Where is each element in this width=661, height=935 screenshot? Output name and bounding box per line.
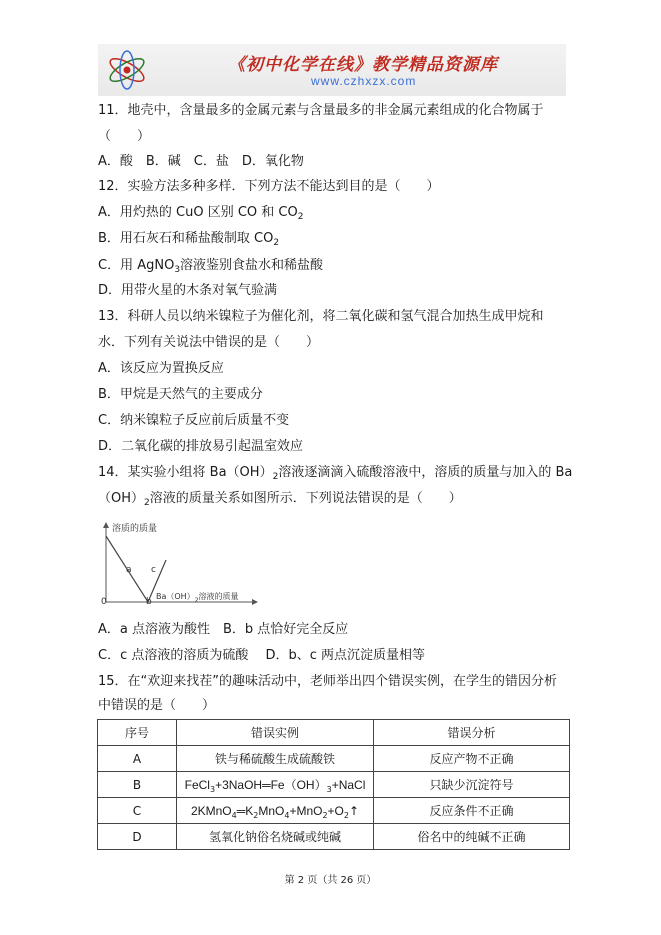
- q13-option-c: C．纳米镍粒子反应前后质量不变: [98, 413, 290, 428]
- header-banner: [98, 44, 566, 96]
- table-header-row: [98, 720, 570, 746]
- page-footer: 第 2 页（共 26 页）: [284, 875, 377, 886]
- q15-stem-line1: 15．在“欢迎来找茬”的趣味活动中，老师举出四个错误实例，在学生的错因分析: [98, 674, 558, 689]
- atom-logo-icon: [104, 48, 150, 92]
- graph-point-b: b: [146, 597, 152, 607]
- q14-graph: [96, 520, 276, 610]
- q14-options-line2: C．c 点溶液的溶质为硫酸 D．b、c 两点沉淀质量相等: [98, 648, 426, 663]
- q11-options: A．酸 B．碱 C．盐 D．氧化物: [98, 154, 304, 169]
- graph-point-a: a: [126, 565, 132, 575]
- q12-option-d: D．用带火星的木条对氧气验满: [98, 283, 278, 298]
- graph-x-arrow-icon: [252, 599, 258, 605]
- table-cell-id: B: [98, 772, 177, 798]
- table-row: [98, 746, 570, 772]
- table-cell-analysis: 俗名中的纯碱不正确: [374, 824, 570, 850]
- table-cell-analysis: 反应产物不正确: [374, 746, 570, 772]
- q13-stem-line2: 水．下列有关说法中错误的是（ ）: [98, 335, 320, 350]
- q12-option-a: A．用灼热的 CuO 区别 CO 和 $CO_2$: [98, 205, 304, 222]
- q14-options-line1: A．a 点溶液为酸性 B．b 点恰好完全反应: [98, 622, 349, 637]
- q12-stem: 12．实验方法多种多样．下列方法不能达到目的是（ ）: [98, 179, 440, 194]
- table-cell-id: D: [98, 824, 177, 850]
- graph-y-arrow-icon: [103, 522, 109, 528]
- table-cell-analysis: 只缺少沉淀符号: [374, 772, 570, 798]
- q13-stem-line1: 13．科研人员以纳米镍粒子为催化剂，将二氧化碳和氢气混合加热生成甲烷和: [98, 309, 544, 324]
- q14-stem-line2: $(OH)_2$溶液的质量关系如图所示．下列说法错误的是（ ）: [98, 491, 462, 508]
- graph-point-c: c: [151, 565, 156, 575]
- banner-title: 《初中化学在线》教学精品资源库: [228, 55, 498, 75]
- q13-option-d: D．二氧化碳的排放易引起温室效应: [98, 439, 304, 454]
- graph-x-label: $Ba(OH)_2$溶液的质量: [156, 592, 239, 604]
- q15-table: [97, 719, 570, 850]
- table-row: [98, 824, 570, 850]
- graph-y-label: 溶质的质量: [112, 524, 158, 534]
- table-cell-example: $2KMnO_4═K_2MnO_4+MnO_2+O_2↑$: [177, 798, 374, 824]
- table-cell-example: 氢氧化钠俗名烧碱或纯碱: [177, 824, 374, 850]
- table-header: 序号: [98, 720, 177, 746]
- table-cell-example: 铁与稀硫酸生成硫酸铁: [177, 746, 374, 772]
- q13-option-a: A．该反应为置换反应: [98, 361, 224, 376]
- q11-blank: （ ）: [98, 129, 151, 144]
- table-header: 错误实例: [177, 720, 374, 746]
- table-cell-id: A: [98, 746, 177, 772]
- q13-option-b: B．甲烷是天然气的主要成分: [98, 387, 263, 402]
- table-cell-id: C: [98, 798, 177, 824]
- graph-origin-label: 0: [101, 597, 107, 607]
- table-header: 错误分析: [374, 720, 570, 746]
- table-cell-analysis: 反应条件不正确: [374, 798, 570, 824]
- q11-stem: 11．地壳中，含量最多的金属元素与含量最多的非金属元素组成的化合物属于: [98, 103, 544, 118]
- table-row: [98, 798, 570, 824]
- q15-stem-line2: 中错误的是（ ）: [98, 698, 216, 713]
- table-cell-example: $FeCl_3+3NaOH═Fe(OH)_3+NaCl$: [177, 772, 374, 798]
- q12-option-b: B．用石灰石和稀盐酸制取 $CO_2$: [98, 231, 280, 248]
- banner-url: www.czhxzx.com: [311, 74, 417, 88]
- q12-option-c: C．用 AgNO$_3$溶液鉴别食盐水和稀盐酸: [98, 258, 324, 275]
- q14-stem-line1: 14．某实验小组将 $Ba(OH)_2$溶液逐滴滴入硫酸溶液中，溶质的质量与加入的 Ba: [98, 465, 573, 482]
- table-row: [98, 772, 570, 798]
